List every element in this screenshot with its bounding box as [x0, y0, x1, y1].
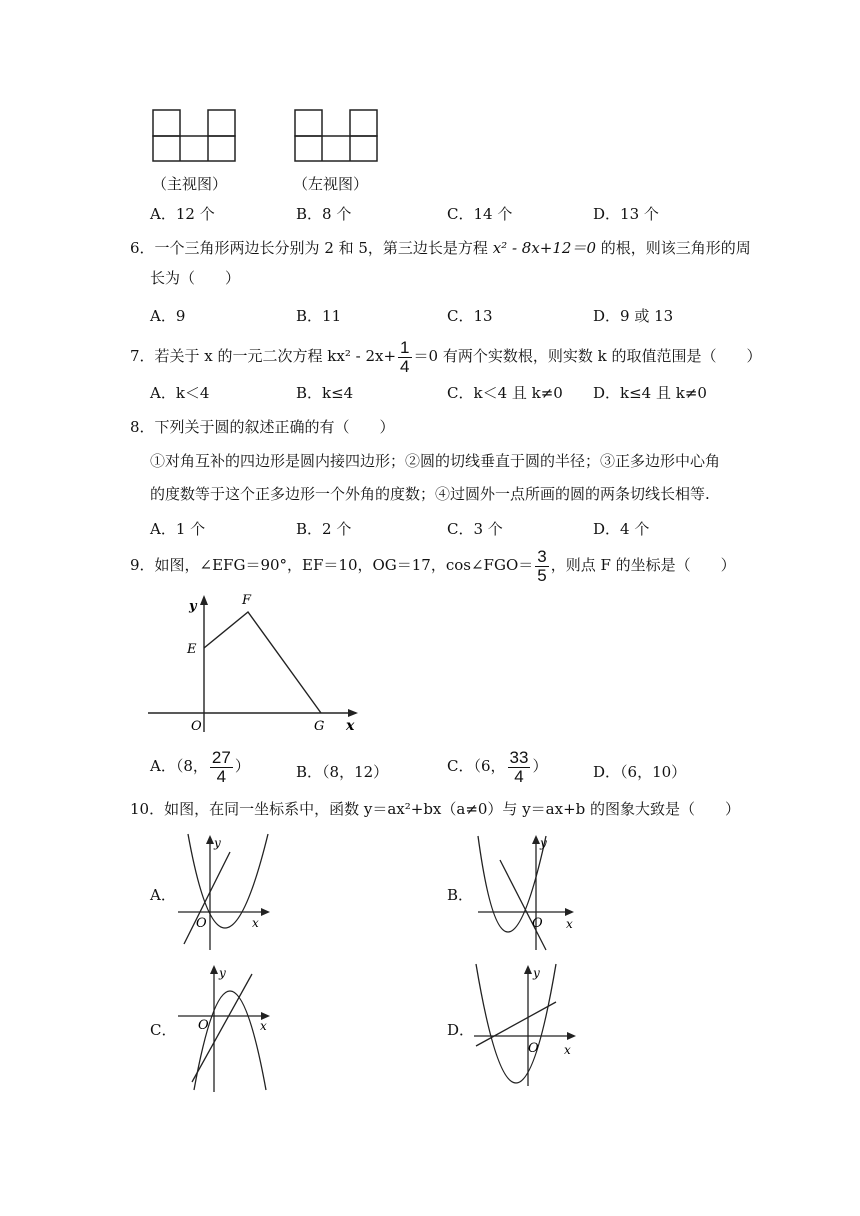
q7-option-b[interactable]: B．k≤4	[296, 384, 354, 402]
q10-d-y-label: y	[533, 966, 540, 980]
q9-frac-num: 3	[537, 546, 547, 566]
q9-option-c-num: 33	[509, 747, 529, 767]
q10-option-d[interactable]: D．	[447, 1021, 475, 1039]
q6-equation: x² - 8x+12＝0	[492, 239, 596, 257]
q5-option-b[interactable]: B．8 个	[296, 205, 352, 223]
q6-option-c[interactable]: C．13	[447, 307, 493, 325]
q9-option-a-num: 27	[211, 747, 231, 767]
q10-graph-d	[470, 962, 582, 1088]
q9-option-c-pre: C．（6，	[447, 757, 506, 775]
q5-option-a[interactable]: A．12 个	[150, 205, 215, 223]
q9-option-b[interactable]: B．（8，12）	[296, 763, 389, 781]
q8-option-c[interactable]: C．3 个	[447, 520, 503, 538]
q9-fraction	[535, 548, 548, 585]
q7-option-d[interactable]: D．k≤4 且 k≠0	[593, 384, 707, 402]
q10-a-y-label: y	[214, 836, 221, 850]
q10-b-y-label: y	[540, 836, 547, 850]
q10-a-x-label: x	[252, 916, 259, 930]
q7-stem-text-b: ＝0 有两个实数根，则实数 k 的取值范围是（ ）	[413, 347, 762, 365]
q9-frac-den: 5	[537, 565, 547, 585]
q9-option-d[interactable]: D．（6，10）	[593, 763, 687, 781]
q10-d-origin: O	[528, 1041, 539, 1056]
q5-option-d[interactable]: D．13 个	[593, 205, 659, 223]
q9-option-a-den: 4	[216, 766, 227, 786]
q10-c-origin: O	[198, 1018, 209, 1033]
q8-option-d[interactable]: D．4 个	[593, 520, 650, 538]
front-view-caption: （主视图）	[152, 175, 228, 193]
q9-label-x: x	[346, 718, 355, 734]
q7-stem	[130, 334, 761, 378]
q10-c-y-label: y	[219, 966, 226, 980]
q9-label-o: O	[191, 719, 202, 734]
left-view-caption: （左视图）	[293, 175, 369, 193]
q8-stem: 8．下列关于圆的叙述正确的有（ ）	[130, 418, 395, 436]
q9-label-y: y	[189, 599, 197, 614]
front-view-figure	[152, 108, 238, 164]
q10-option-b[interactable]: B．	[447, 886, 474, 904]
q7-option-c[interactable]: C．k＜4 且 k≠0	[447, 384, 563, 402]
q9-option-a-fraction	[210, 749, 233, 786]
q6-option-b[interactable]: B．11	[296, 307, 342, 325]
q9-option-c-post: ）	[532, 757, 548, 775]
q6-stem-line2: 长为（ ）	[150, 269, 241, 287]
q9-label-g: G	[314, 719, 325, 734]
q7-stem-text-a: 7．若关于 x 的一元二次方程 kx² - 2x+	[130, 347, 397, 365]
q8-statements-line2: 的度数等于这个正多边形一个外角的度数；④过圆外一点所画的圆的两条切线长相等.	[150, 485, 710, 503]
q9-option-a-post: ）	[234, 757, 250, 775]
q10-b-x-label: x	[566, 917, 573, 931]
q9-figure	[146, 592, 366, 738]
q7-frac-num: 1	[400, 337, 410, 357]
q10-option-a[interactable]: A．	[150, 886, 176, 904]
q7-option-a[interactable]: A．k＜4	[150, 384, 210, 402]
q8-option-a[interactable]: A．1 个	[150, 520, 206, 538]
q9-option-c-den: 4	[514, 766, 524, 786]
q10-graph-b	[474, 832, 584, 952]
q9-label-e: E	[187, 642, 197, 657]
q8-statements-line1: ①对角互补的四边形是圆内接四边形；②圆的切线垂直于圆的半径；③正多边形中心角	[150, 452, 721, 470]
q7-fraction	[398, 339, 411, 376]
q10-b-origin: O	[532, 916, 543, 931]
q9-option-c-fraction	[508, 749, 531, 786]
left-view-figure	[294, 108, 380, 164]
q9-label-f: F	[242, 593, 252, 608]
q6-option-a[interactable]: A．9	[150, 307, 186, 325]
q6-stem-text-b: 的根，则该三角形的周	[596, 239, 751, 257]
q5-option-c[interactable]: C．14 个	[447, 205, 513, 223]
q10-graph-a	[176, 832, 276, 952]
q6-stem-text-a: 6．一个三角形两边长分别为 2 和 5，第三边长是方程	[130, 239, 493, 257]
q6-option-d[interactable]: D．9 或 13	[593, 307, 674, 325]
q10-a-origin: O	[196, 916, 207, 931]
q9-option-c[interactable]	[447, 744, 547, 788]
q6-stem	[130, 238, 751, 258]
q9-option-a-pre: A．（8，	[150, 757, 208, 775]
q7-frac-den: 4	[400, 356, 410, 376]
q10-option-c[interactable]: C．	[150, 1021, 177, 1039]
q9-stem	[130, 543, 736, 587]
q10-c-x-label: x	[260, 1019, 267, 1033]
q9-stem-text-a: 9．如图，∠EFG＝90°，EF＝10，OG＝17，cos∠FGO＝	[130, 556, 534, 574]
q9-option-a[interactable]	[150, 744, 250, 788]
q10-d-x-label: x	[564, 1043, 571, 1057]
q8-option-b[interactable]: B．2 个	[296, 520, 352, 538]
q10-graph-c	[176, 962, 276, 1094]
q9-stem-text-b: ，则点 F 的坐标是（ ）	[550, 556, 736, 574]
q10-stem: 10．如图，在同一坐标系中，函数 y＝ax²+bx（a≠0）与 y＝ax+b 的图象大致是（ ）	[130, 800, 741, 818]
